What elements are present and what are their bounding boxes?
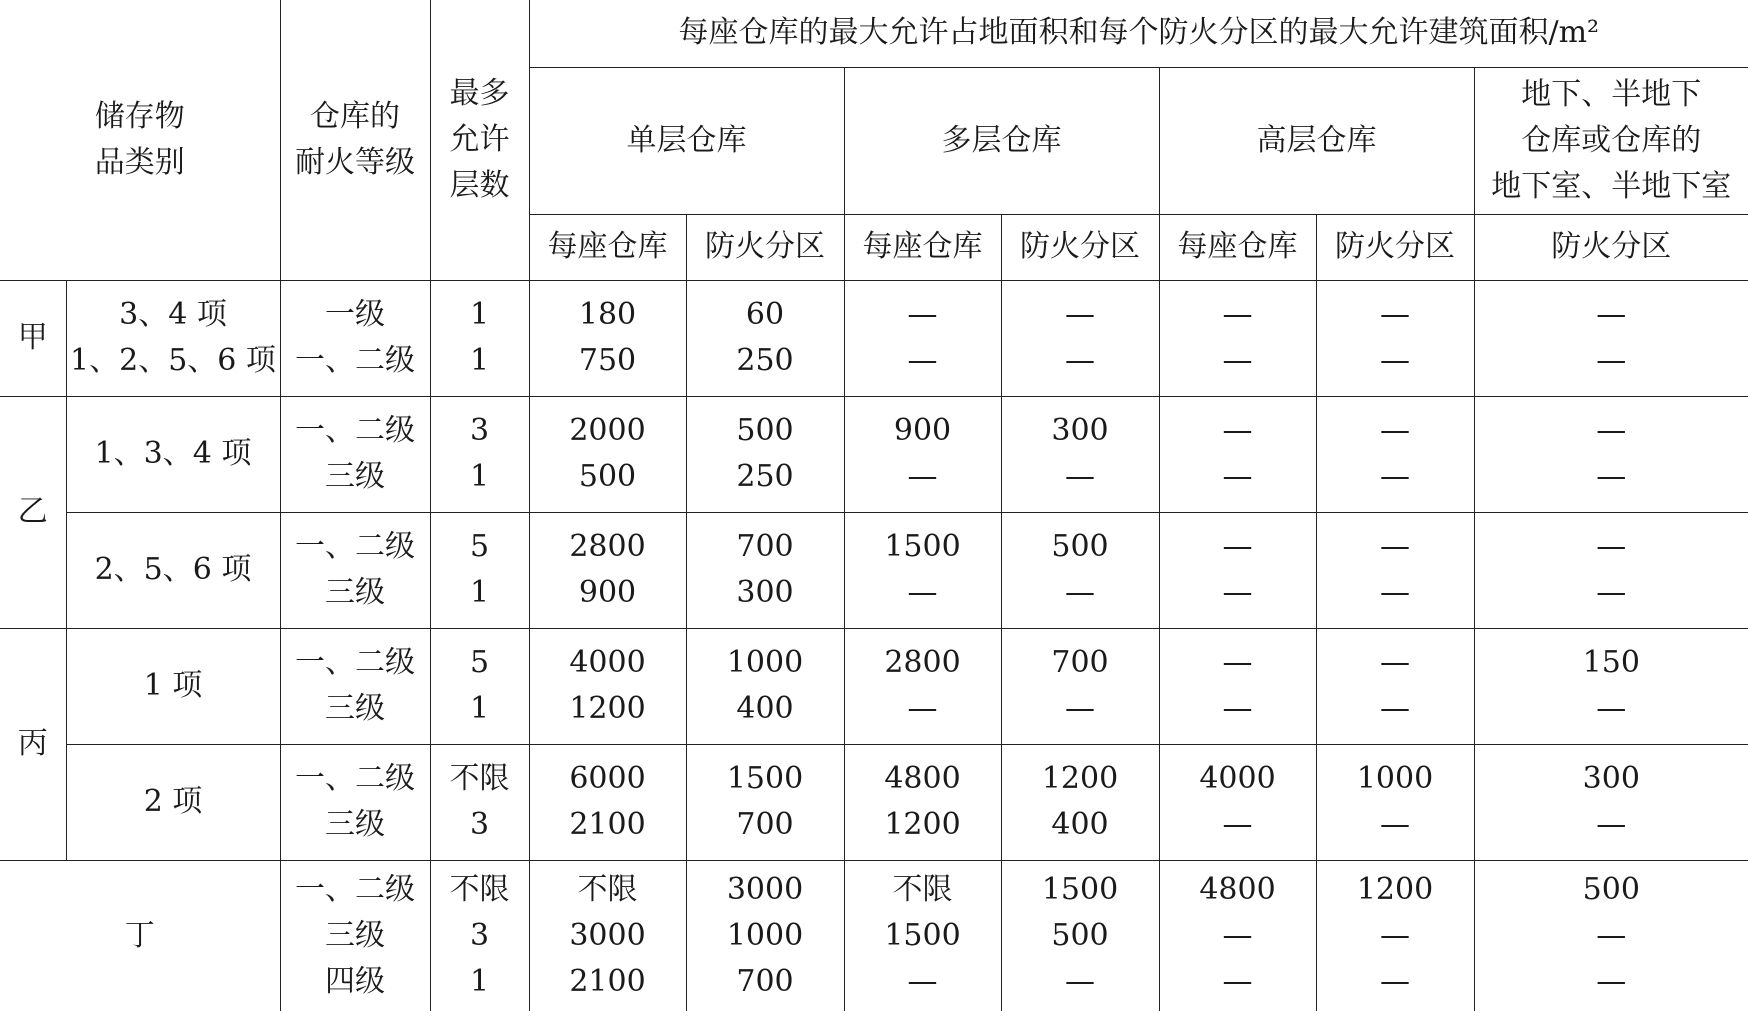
single-zone-cell: 3000 1000 700 (686, 860, 844, 1011)
floors-cell: 3 1 (430, 396, 529, 512)
underground-zone-cell: 500 — — (1474, 860, 1748, 1011)
header-high-per-building: 每座仓库 (1159, 214, 1316, 280)
multi-zone-cell: 500 — (1001, 512, 1159, 628)
floors-cell: 不限 3 1 (430, 860, 529, 1011)
item-cell: 1、3、4 项 (66, 396, 280, 512)
single-building-cell: 2800 900 (529, 512, 686, 628)
floors-cell: 5 1 (430, 512, 529, 628)
header-single-per-building: 每座仓库 (529, 214, 686, 280)
group-label: 甲 (0, 280, 66, 396)
group-label: 丁 (0, 860, 280, 1011)
header-multi-fire-zone: 防火分区 (1001, 214, 1159, 280)
header-multi-per-building: 每座仓库 (844, 214, 1001, 280)
rating-cell: 一、二级 三级 (280, 512, 430, 628)
header-area-title: 每座仓库的最大允许占地面积和每个防火分区的最大允许建筑面积/m² (529, 0, 1748, 67)
item-cell: 2、5、6 项 (66, 512, 280, 628)
high-building-cell: 4800 — — (1159, 860, 1316, 1011)
rating-cell: 一、二级 三级 四级 (280, 860, 430, 1011)
underground-zone-cell: 300 — (1474, 744, 1748, 860)
header-max-floors: 最多 允许 层数 (430, 0, 529, 280)
header-fire-rating: 仓库的 耐火等级 (280, 0, 430, 280)
floors-cell: 5 1 (430, 628, 529, 744)
single-zone-cell: 1000 400 (686, 628, 844, 744)
high-building-cell: — — (1159, 280, 1316, 396)
single-building-cell: 2000 500 (529, 396, 686, 512)
rating-cell: 一、二级 三级 (280, 744, 430, 860)
header-category: 储存物 品类别 (0, 0, 280, 280)
underground-zone-cell: — — (1474, 512, 1748, 628)
high-zone-cell: — — (1316, 280, 1474, 396)
table-row (0, 744, 1748, 860)
high-building-cell: 4000 — (1159, 744, 1316, 860)
multi-zone-cell: 300 — (1001, 396, 1159, 512)
underground-zone-cell: — — (1474, 280, 1748, 396)
header-multi-storey: 多层仓库 (844, 67, 1159, 214)
item-cell: 2 项 (66, 744, 280, 860)
single-building-cell: 180 750 (529, 280, 686, 396)
floors-cell: 1 1 (430, 280, 529, 396)
item-cell: 3、4 项 1、2、5、6 项 (66, 280, 280, 396)
single-building-cell: 6000 2100 (529, 744, 686, 860)
high-building-cell: — — (1159, 396, 1316, 512)
high-building-cell: — — (1159, 512, 1316, 628)
multi-zone-cell: 1200 400 (1001, 744, 1159, 860)
underground-zone-cell: — — (1474, 396, 1748, 512)
rating-cell: 一级 一、二级 (280, 280, 430, 396)
group-label: 乙 (0, 396, 66, 628)
high-zone-cell: 1200 — — (1316, 860, 1474, 1011)
single-zone-cell: 60 250 (686, 280, 844, 396)
table-row (0, 628, 1748, 744)
header-single-fire-zone: 防火分区 (686, 214, 844, 280)
single-building-cell: 4000 1200 (529, 628, 686, 744)
multi-building-cell: 2800 — (844, 628, 1001, 744)
multi-building-cell: 不限 1500 — (844, 860, 1001, 1011)
high-zone-cell: — — (1316, 628, 1474, 744)
underground-zone-cell: 150 — (1474, 628, 1748, 744)
table-row (0, 396, 1748, 512)
single-zone-cell: 700 300 (686, 512, 844, 628)
floors-cell: 不限 3 (430, 744, 529, 860)
single-zone-cell: 1500 700 (686, 744, 844, 860)
high-zone-cell: — — (1316, 396, 1474, 512)
header-single-storey: 单层仓库 (529, 67, 844, 214)
header-high-fire-zone: 防火分区 (1316, 214, 1474, 280)
table-row (0, 860, 1748, 1011)
multi-building-cell: 4800 1200 (844, 744, 1001, 860)
multi-building-cell: — — (844, 280, 1001, 396)
header-row-1 (0, 0, 1748, 67)
multi-building-cell: 900 — (844, 396, 1001, 512)
group-label: 丙 (0, 628, 66, 860)
high-zone-cell: — — (1316, 512, 1474, 628)
multi-building-cell: 1500 — (844, 512, 1001, 628)
item-cell: 1 项 (66, 628, 280, 744)
high-building-cell: — — (1159, 628, 1316, 744)
single-building-cell: 不限 3000 2100 (529, 860, 686, 1011)
header-high-rise: 高层仓库 (1159, 67, 1474, 214)
table-row (0, 280, 1748, 396)
rating-cell: 一、二级 三级 (280, 396, 430, 512)
single-zone-cell: 500 250 (686, 396, 844, 512)
header-underground-fire-zone: 防火分区 (1474, 214, 1748, 280)
high-zone-cell: 1000 — (1316, 744, 1474, 860)
header-underground: 地下、半地下 仓库或仓库的 地下室、半地下室 (1474, 67, 1748, 214)
multi-zone-cell: — — (1001, 280, 1159, 396)
multi-zone-cell: 700 — (1001, 628, 1159, 744)
rating-cell: 一、二级 三级 (280, 628, 430, 744)
multi-zone-cell: 1500 500 — (1001, 860, 1159, 1011)
table-row (0, 512, 1748, 628)
